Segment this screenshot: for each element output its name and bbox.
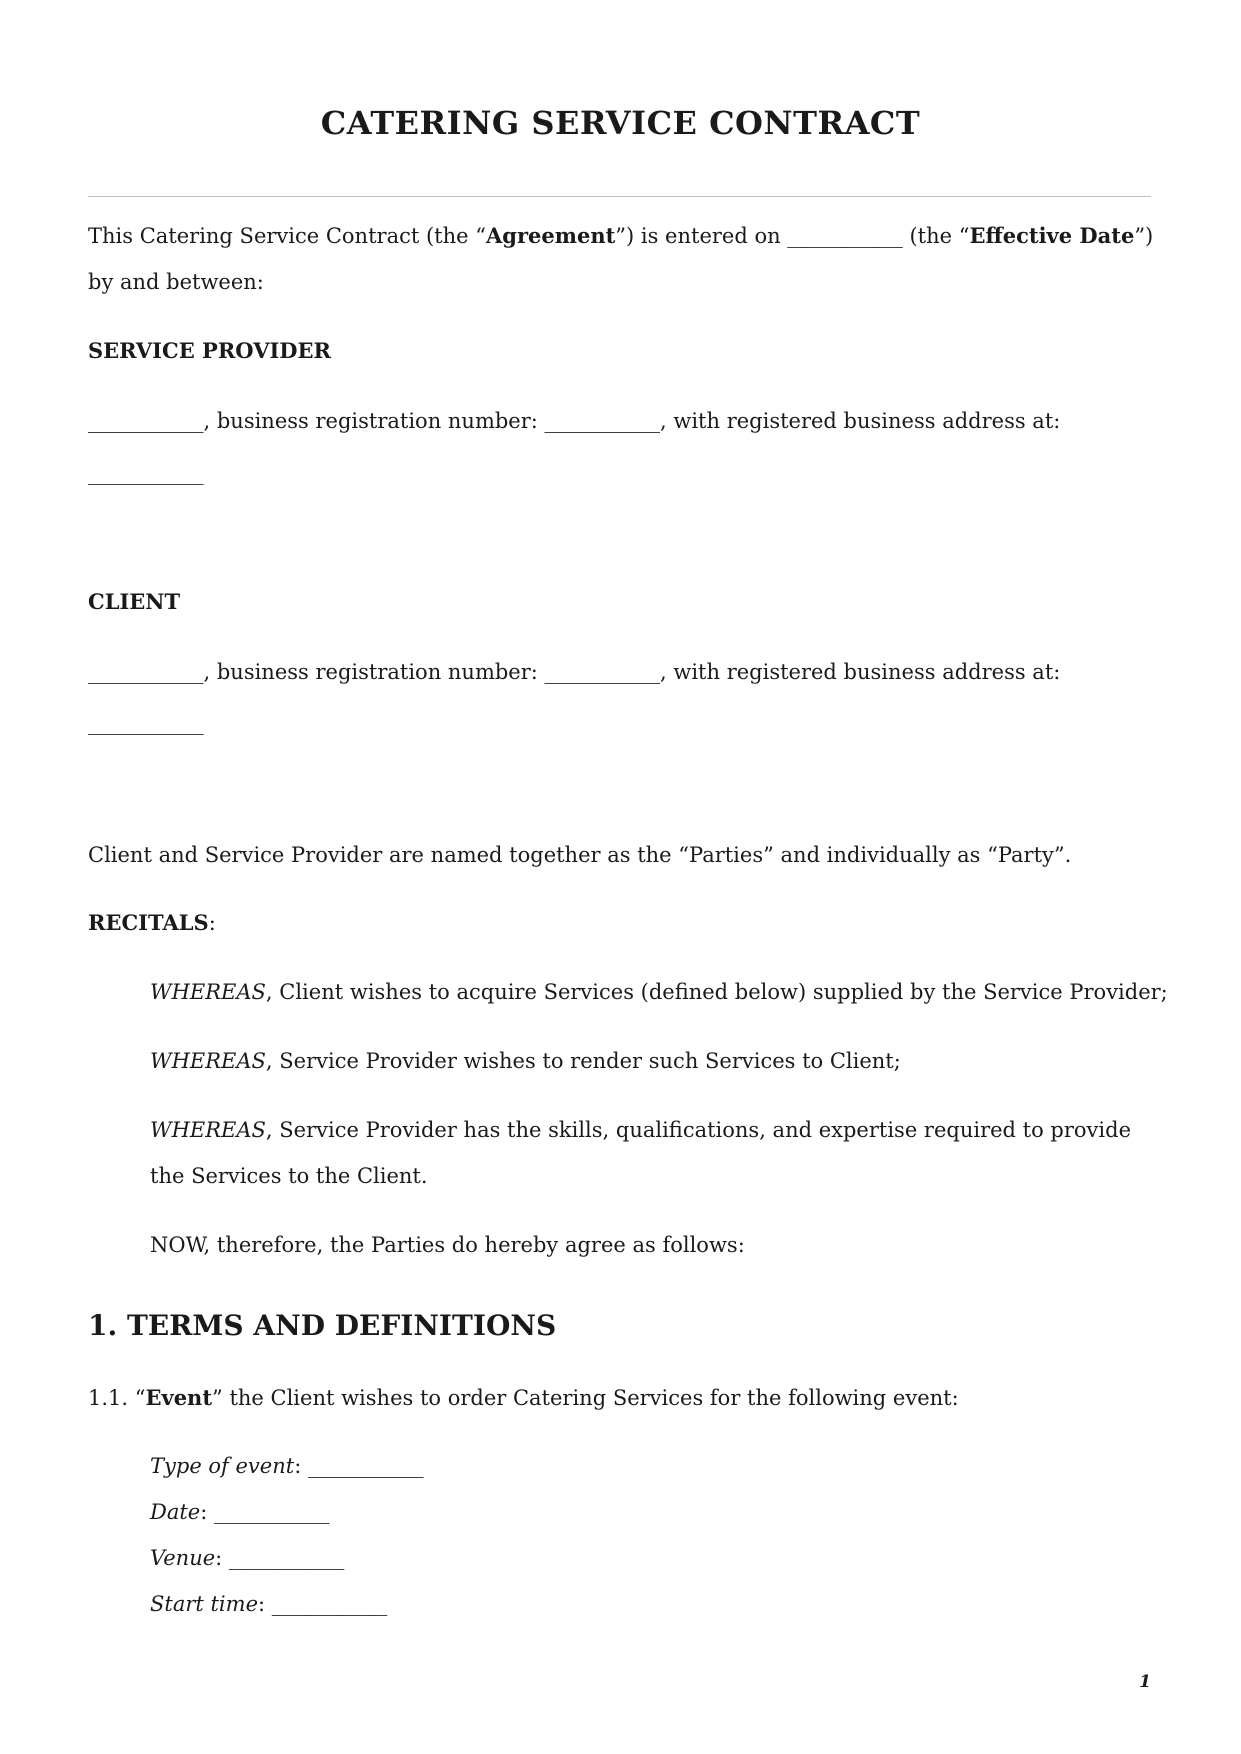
- intro-text-b: ”) is entered on ___________ (the “: [615, 224, 970, 248]
- client-address: ___________: [88, 711, 204, 735]
- recitals-now: NOW, therefore, the Parties do hereby agree as follows:: [150, 1233, 745, 1257]
- recitals-colon: :: [208, 911, 216, 935]
- recital-item: [150, 977, 1168, 1007]
- recital-item: [150, 1046, 901, 1076]
- section-1-heading: 1. TERMS AND DEFINITIONS: [88, 1309, 557, 1342]
- field-label: Date: [150, 1500, 201, 1524]
- field-blank: : ___________: [258, 1592, 388, 1616]
- recital-lead: WHEREAS: [150, 980, 266, 1004]
- clause-number: 1.1. “: [88, 1386, 146, 1410]
- service-provider-details: ___________, business registration number: ___________, with registered business address at:: [88, 409, 1061, 433]
- recital-continuation: the Services to the Client.: [150, 1164, 428, 1188]
- parties-definition: Client and Service Provider are named together as the “Parties” and individually as “Party”.: [88, 843, 1072, 867]
- field-blank: : ___________: [215, 1546, 345, 1570]
- intro-line-2: by and between:: [88, 270, 264, 294]
- recital-lead: WHEREAS: [150, 1118, 266, 1142]
- event-field-type: [150, 1451, 423, 1481]
- event-field-start-time: [150, 1589, 387, 1619]
- recital-item: [150, 1115, 1131, 1145]
- event-term: Event: [145, 1385, 213, 1410]
- page-number: 1: [1139, 1672, 1151, 1692]
- field-blank: : ___________: [294, 1454, 424, 1478]
- intro-line-1: [88, 221, 1153, 251]
- recitals-heading: [88, 908, 216, 938]
- recital-text: , Service Provider wishes to render such Services to Client;: [265, 1049, 901, 1073]
- intro-text-c: ”): [1134, 224, 1154, 248]
- event-field-venue: [150, 1543, 344, 1573]
- document-title: CATERING SERVICE CONTRACT: [320, 104, 921, 142]
- agreement-term: Agreement: [485, 223, 616, 248]
- recital-text: , Client wishes to acquire Services (defined below) supplied by the Service Provider;: [265, 980, 1168, 1004]
- intro-text-a: This Catering Service Contract (the “: [88, 224, 486, 248]
- field-label: Start time: [150, 1592, 258, 1616]
- service-provider-address: ___________: [88, 461, 204, 485]
- field-label: Type of event: [150, 1454, 295, 1478]
- client-details: ___________, business registration number: ___________, with registered business address at:: [88, 660, 1061, 684]
- field-label: Venue: [150, 1546, 216, 1570]
- event-field-date: [150, 1497, 330, 1527]
- field-blank: : ___________: [200, 1500, 330, 1524]
- clause-1-1: [88, 1383, 959, 1413]
- service-provider-heading: SERVICE PROVIDER: [88, 338, 331, 363]
- recitals-label: RECITALS: [88, 910, 209, 935]
- effective-date-term: Effective Date: [969, 223, 1135, 248]
- client-heading: CLIENT: [88, 589, 181, 614]
- recital-lead: WHEREAS: [150, 1049, 266, 1073]
- title-divider: [88, 196, 1151, 197]
- recital-text: , Service Provider has the skills, qualifications, and expertise required to provide: [265, 1118, 1131, 1142]
- clause-text: ” the Client wishes to order Catering Services for the following event:: [212, 1386, 959, 1410]
